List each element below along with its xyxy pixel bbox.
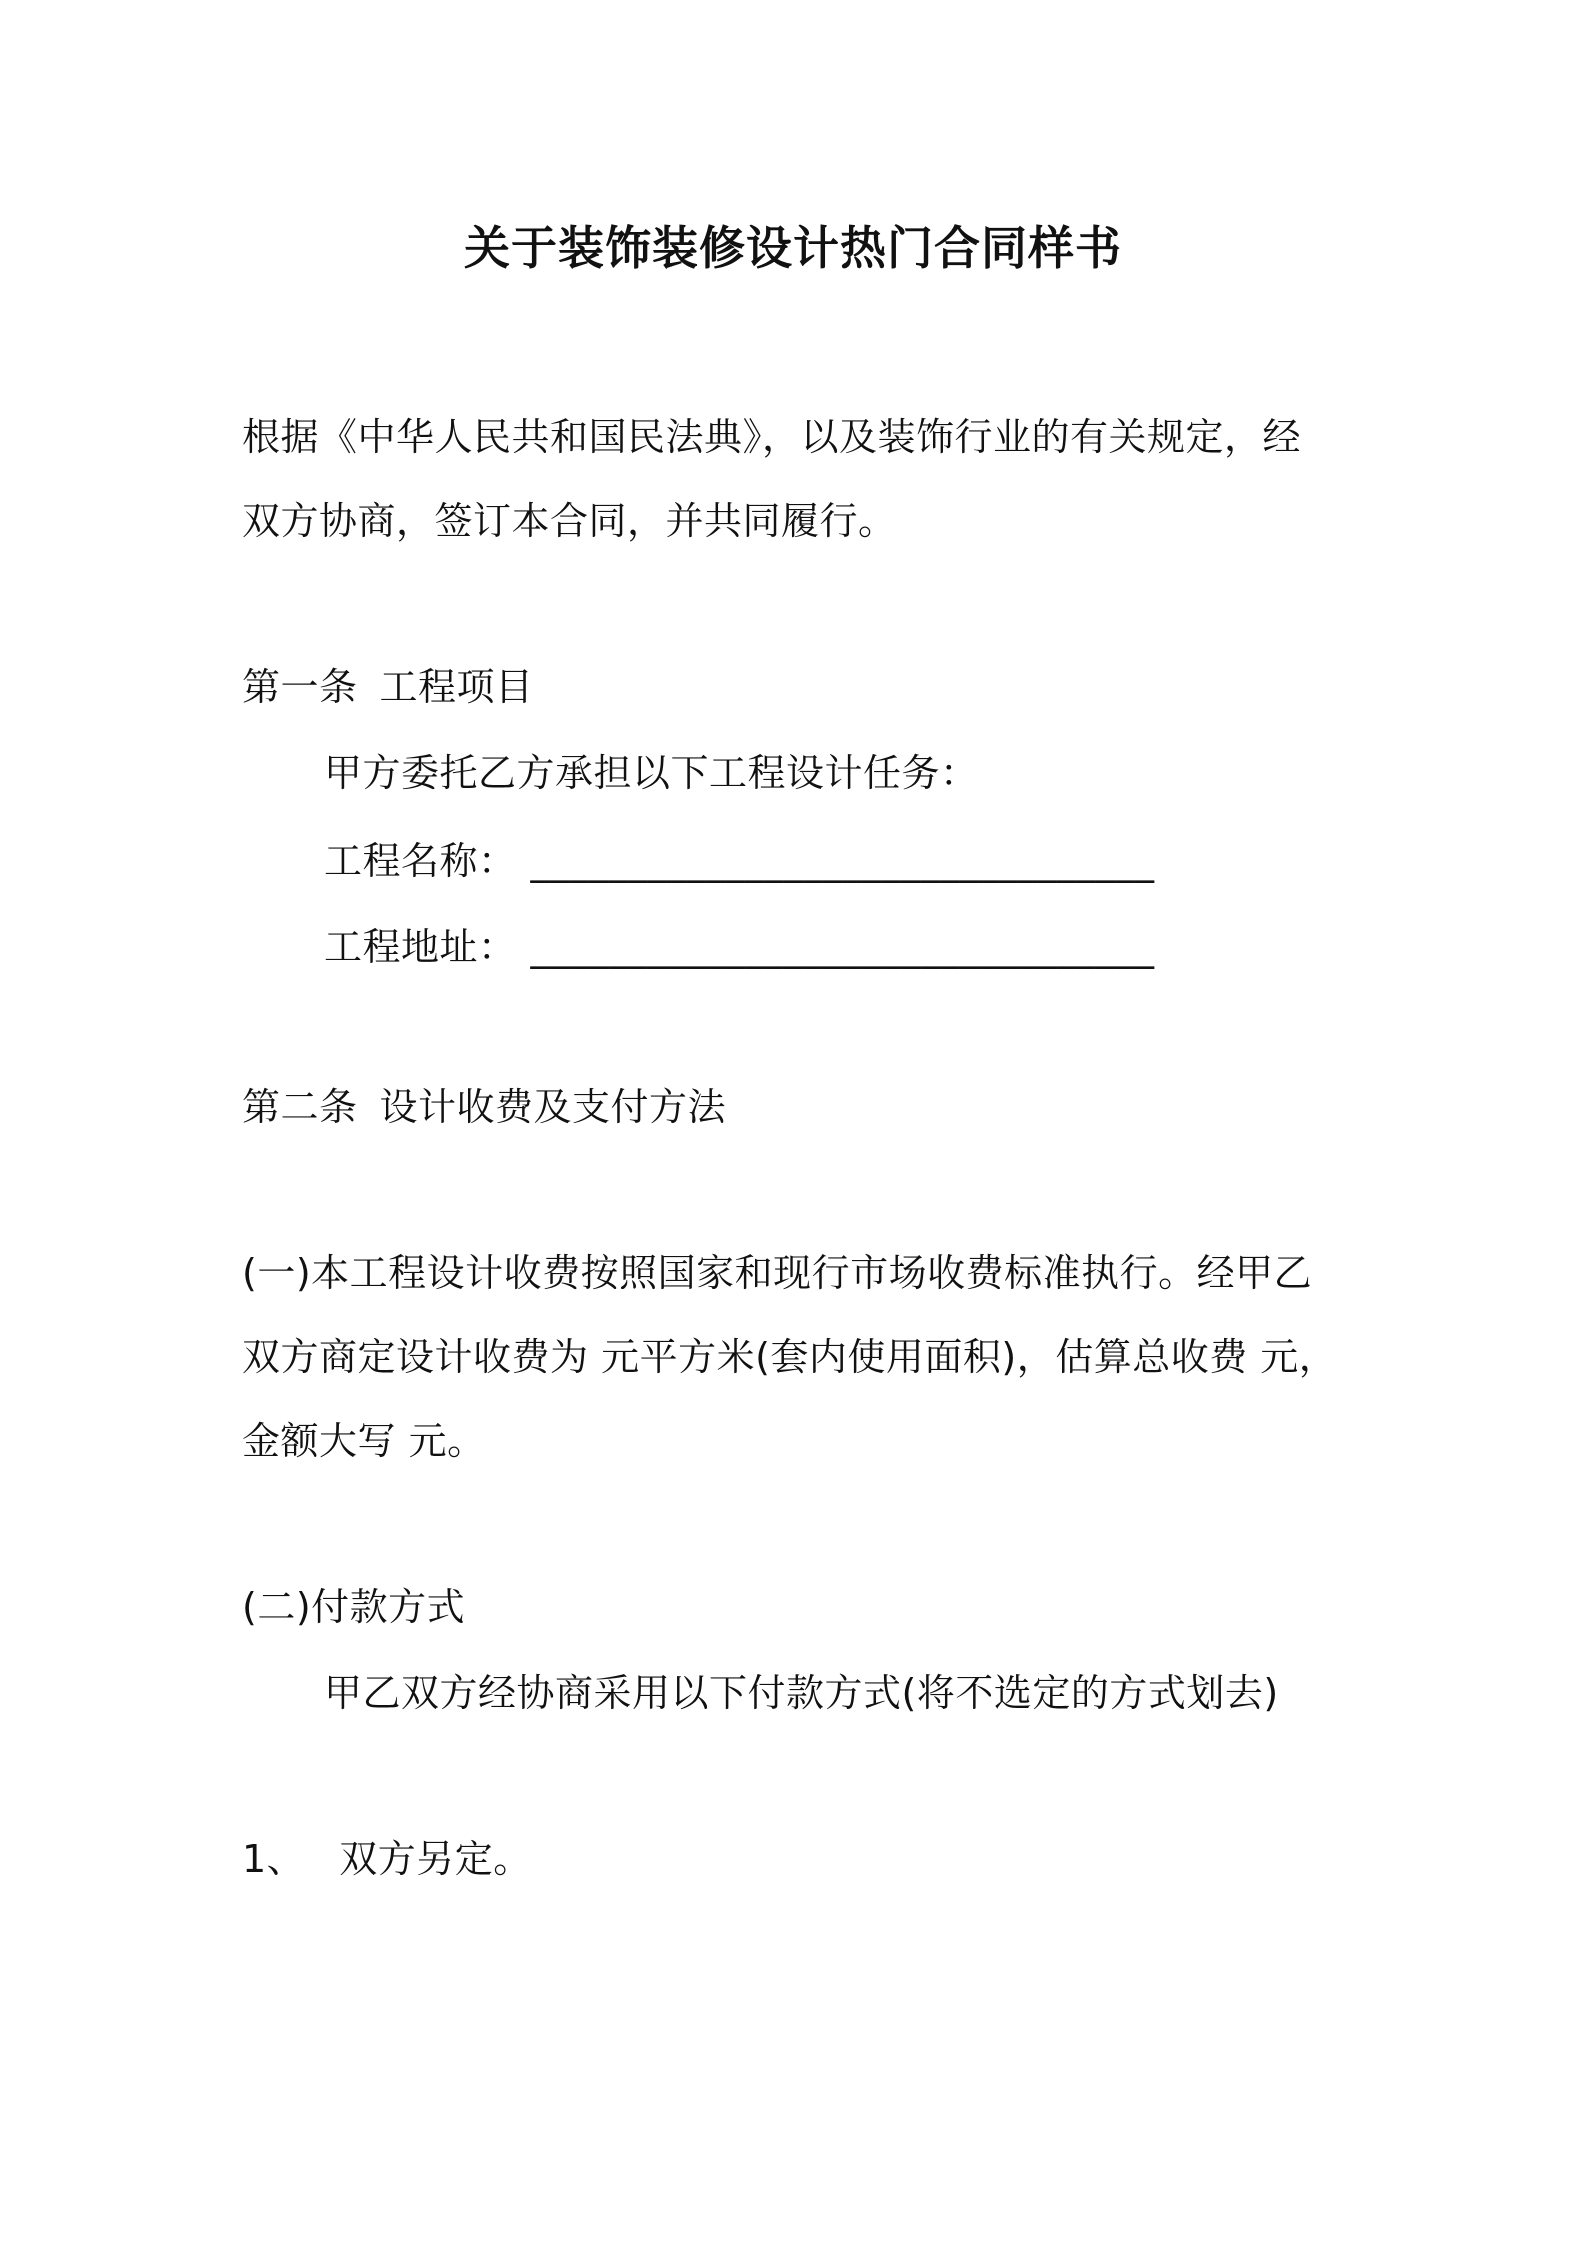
payment-option-1 [242, 1836, 532, 1882]
project-address-row [324, 924, 1155, 970]
project-name-row [324, 838, 1155, 884]
article-2-title: 设计收费及支付方法 [379, 1085, 727, 1129]
fee-line-2: 双方商定设计收费为 元平方米(套内使用面积)，估算总收费 元， [242, 1335, 1338, 1379]
payment-heading: (二)付款方式 [242, 1585, 466, 1629]
document-title: 关于装饰装修设计热门合同样书 [464, 221, 1122, 275]
payment-description: 甲乙双方经协商采用以下付款方式(将不选定的方式划去) [324, 1671, 1279, 1715]
payment-option-1-text: 双方另定。 [339, 1837, 532, 1881]
article-1-heading [242, 664, 534, 710]
project-name-label: 工程名称： [324, 839, 517, 883]
project-address-blank: ________________________________ [530, 925, 1155, 969]
fee-line-3: 金额大写 元。 [242, 1419, 486, 1463]
article-1-number: 第一条 [242, 665, 358, 709]
fee-line-1: (一)本工程设计收费按照国家和现行市场收费标准执行。经甲乙 [242, 1251, 1313, 1295]
intro-line-1: 根据《中华人民共和国民法典》，以及装饰行业的有关规定，经 [242, 415, 1302, 459]
article-2-number: 第二条 [242, 1085, 358, 1129]
article-1-title: 工程项目 [379, 665, 534, 709]
article-1-task: 甲方委托乙方承担以下工程设计任务： [324, 751, 979, 795]
project-name-blank: ________________________________ [530, 839, 1155, 883]
project-address-label: 工程地址： [324, 925, 517, 969]
article-2-heading [242, 1084, 726, 1130]
payment-option-1-number: 1、 [242, 1837, 306, 1881]
intro-line-2: 双方协商，签订本合同，并共同履行。 [242, 499, 897, 543]
